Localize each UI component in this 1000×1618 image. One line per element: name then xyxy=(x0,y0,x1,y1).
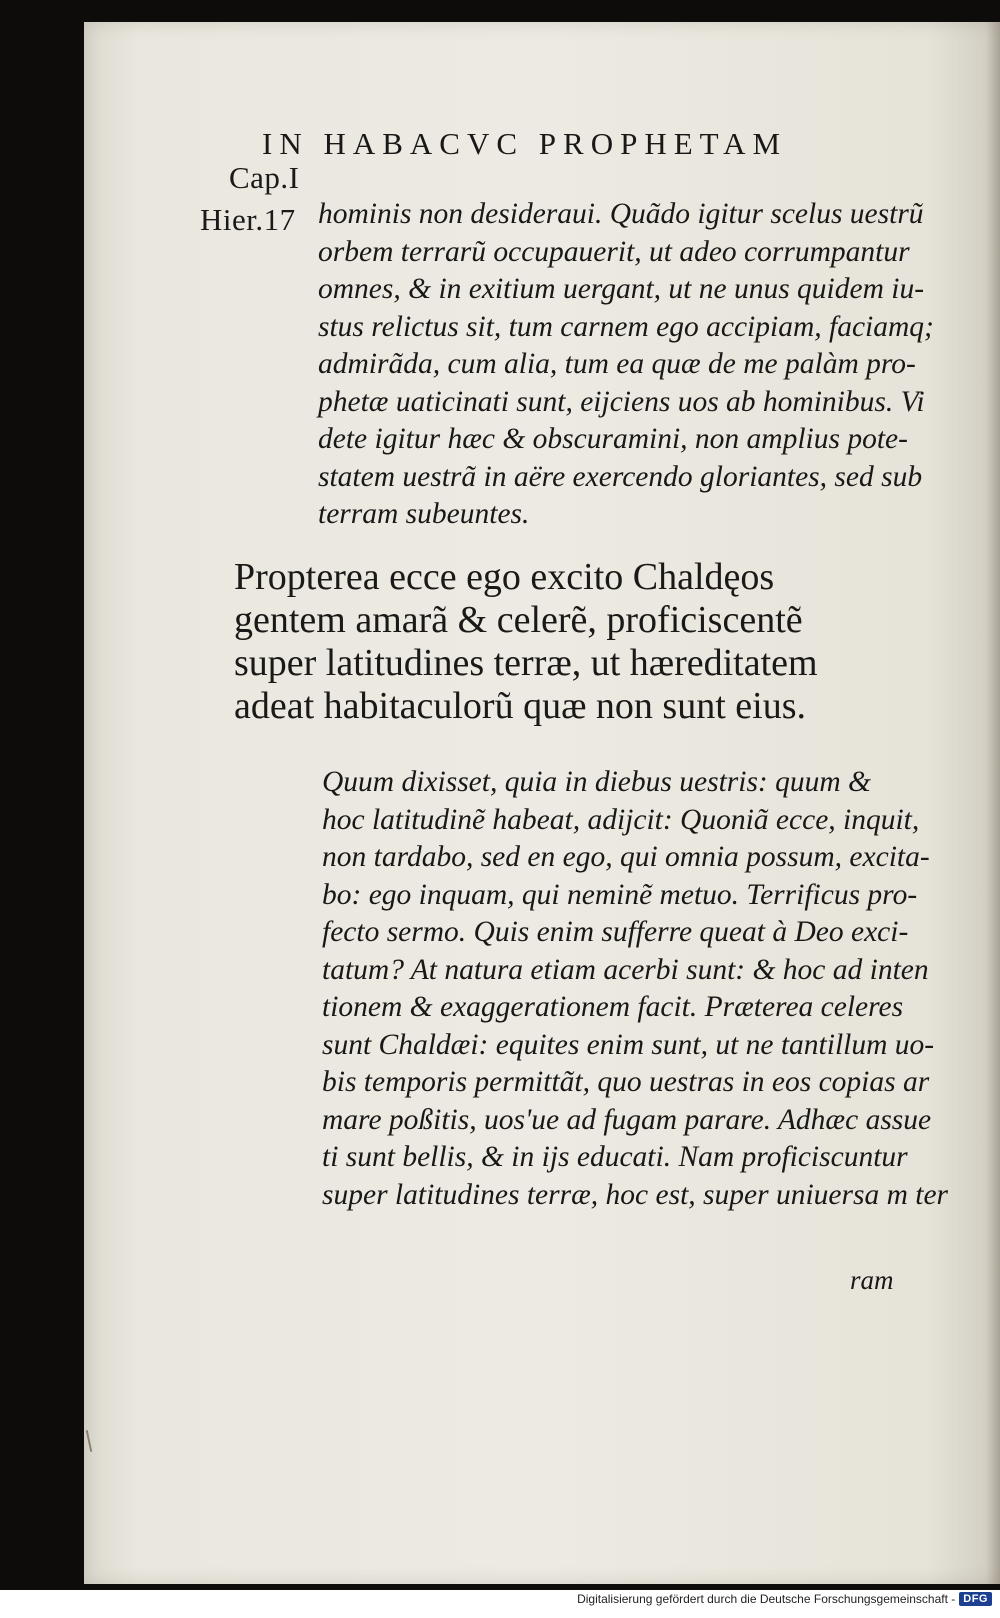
text-line: omnes, & in exitium uergant, ut ne unus quidem iu- xyxy=(318,273,925,305)
verse-line: super latitudines terræ, ut hæreditatem xyxy=(234,642,818,684)
commentary-bottom xyxy=(322,764,948,1214)
text-line: tatum? At natura etiam acerbi sunt: & hoc ad inten xyxy=(322,953,929,986)
digitization-footer xyxy=(577,1592,992,1606)
margin-reference-note: Hier.17 xyxy=(200,202,296,237)
text-line: bo: ego inquam, qui neminẽ metuo. Terrificus pro- xyxy=(322,878,918,911)
page-edge-shadow xyxy=(986,22,1000,1584)
dfg-logo-icon: DFG xyxy=(959,1592,992,1606)
text-line: super latitudines terræ, hoc est, super uniuersa m ter xyxy=(322,1178,949,1211)
verse-line: adeat habitaculorũ quæ non sunt eius. xyxy=(234,685,806,727)
verse-line: Propterea ecce ego excito Chaldęos xyxy=(234,556,775,598)
text-line: ti sunt bellis, & in ijs educati. Nam proficiscuntur xyxy=(322,1141,908,1173)
text-line: sunt Chaldæi: equites enim sunt, ut ne tantillum uo- xyxy=(322,1028,935,1061)
commentary-top xyxy=(318,196,934,534)
text-line: terram subeuntes. xyxy=(318,498,530,530)
text-line: fecto sermo. Quis enim sufferre queat à Deo exci- xyxy=(322,916,909,948)
text-line: Quum dixisset, quia in diebus uestris: quum & xyxy=(322,766,872,798)
scripture-verse xyxy=(234,556,818,728)
footer-text: Digitalisierung gefördert durch die Deutsche Forschungsgemeinschaft - xyxy=(577,1592,956,1606)
text-line: statem uestrã in aëre exercendo gloriantes, sed sub xyxy=(318,460,923,493)
margin-chapter-note: Cap.I xyxy=(229,160,300,195)
text-line: dete igitur hæc & obscuramini, non amplius pote- xyxy=(318,423,908,455)
text-line: bis temporis permittãt, quo uestras in eos copias ar xyxy=(322,1066,930,1098)
text-line: phetæ uaticinati sunt, eijciens uos ab hominibus. Vi xyxy=(318,385,925,418)
text-line: hominis non desideraui. Quãdo igitur scelus uestrũ xyxy=(318,198,924,230)
text-line: non tardabo, sed en ego, qui omnia possum, excita- xyxy=(322,841,930,873)
text-line: orbem terrarũ occupauerit, ut adeo corrumpantur xyxy=(318,235,910,268)
text-line: tionem & exaggerationem facit. Præterea celeres xyxy=(322,991,904,1023)
text-line: admirãda, cum alia, tum ea quæ de me palàm pro- xyxy=(318,348,916,380)
catchword: ram xyxy=(850,1265,894,1295)
text-line: mare poßitis, uos'ue ad fugam parare. Adhæc assue xyxy=(322,1103,932,1136)
text-line: stus relictus sit, tum carnem ego accipiam, faciamq; xyxy=(318,310,934,343)
verse-line: gentem amarã & celerẽ, proficiscentẽ xyxy=(234,599,803,641)
running-head: IN HABACVC PROPHETAM xyxy=(262,126,788,161)
text-line: hoc latitudinẽ habeat, adijcit: Quoniã ecce, inquit, xyxy=(322,803,920,836)
